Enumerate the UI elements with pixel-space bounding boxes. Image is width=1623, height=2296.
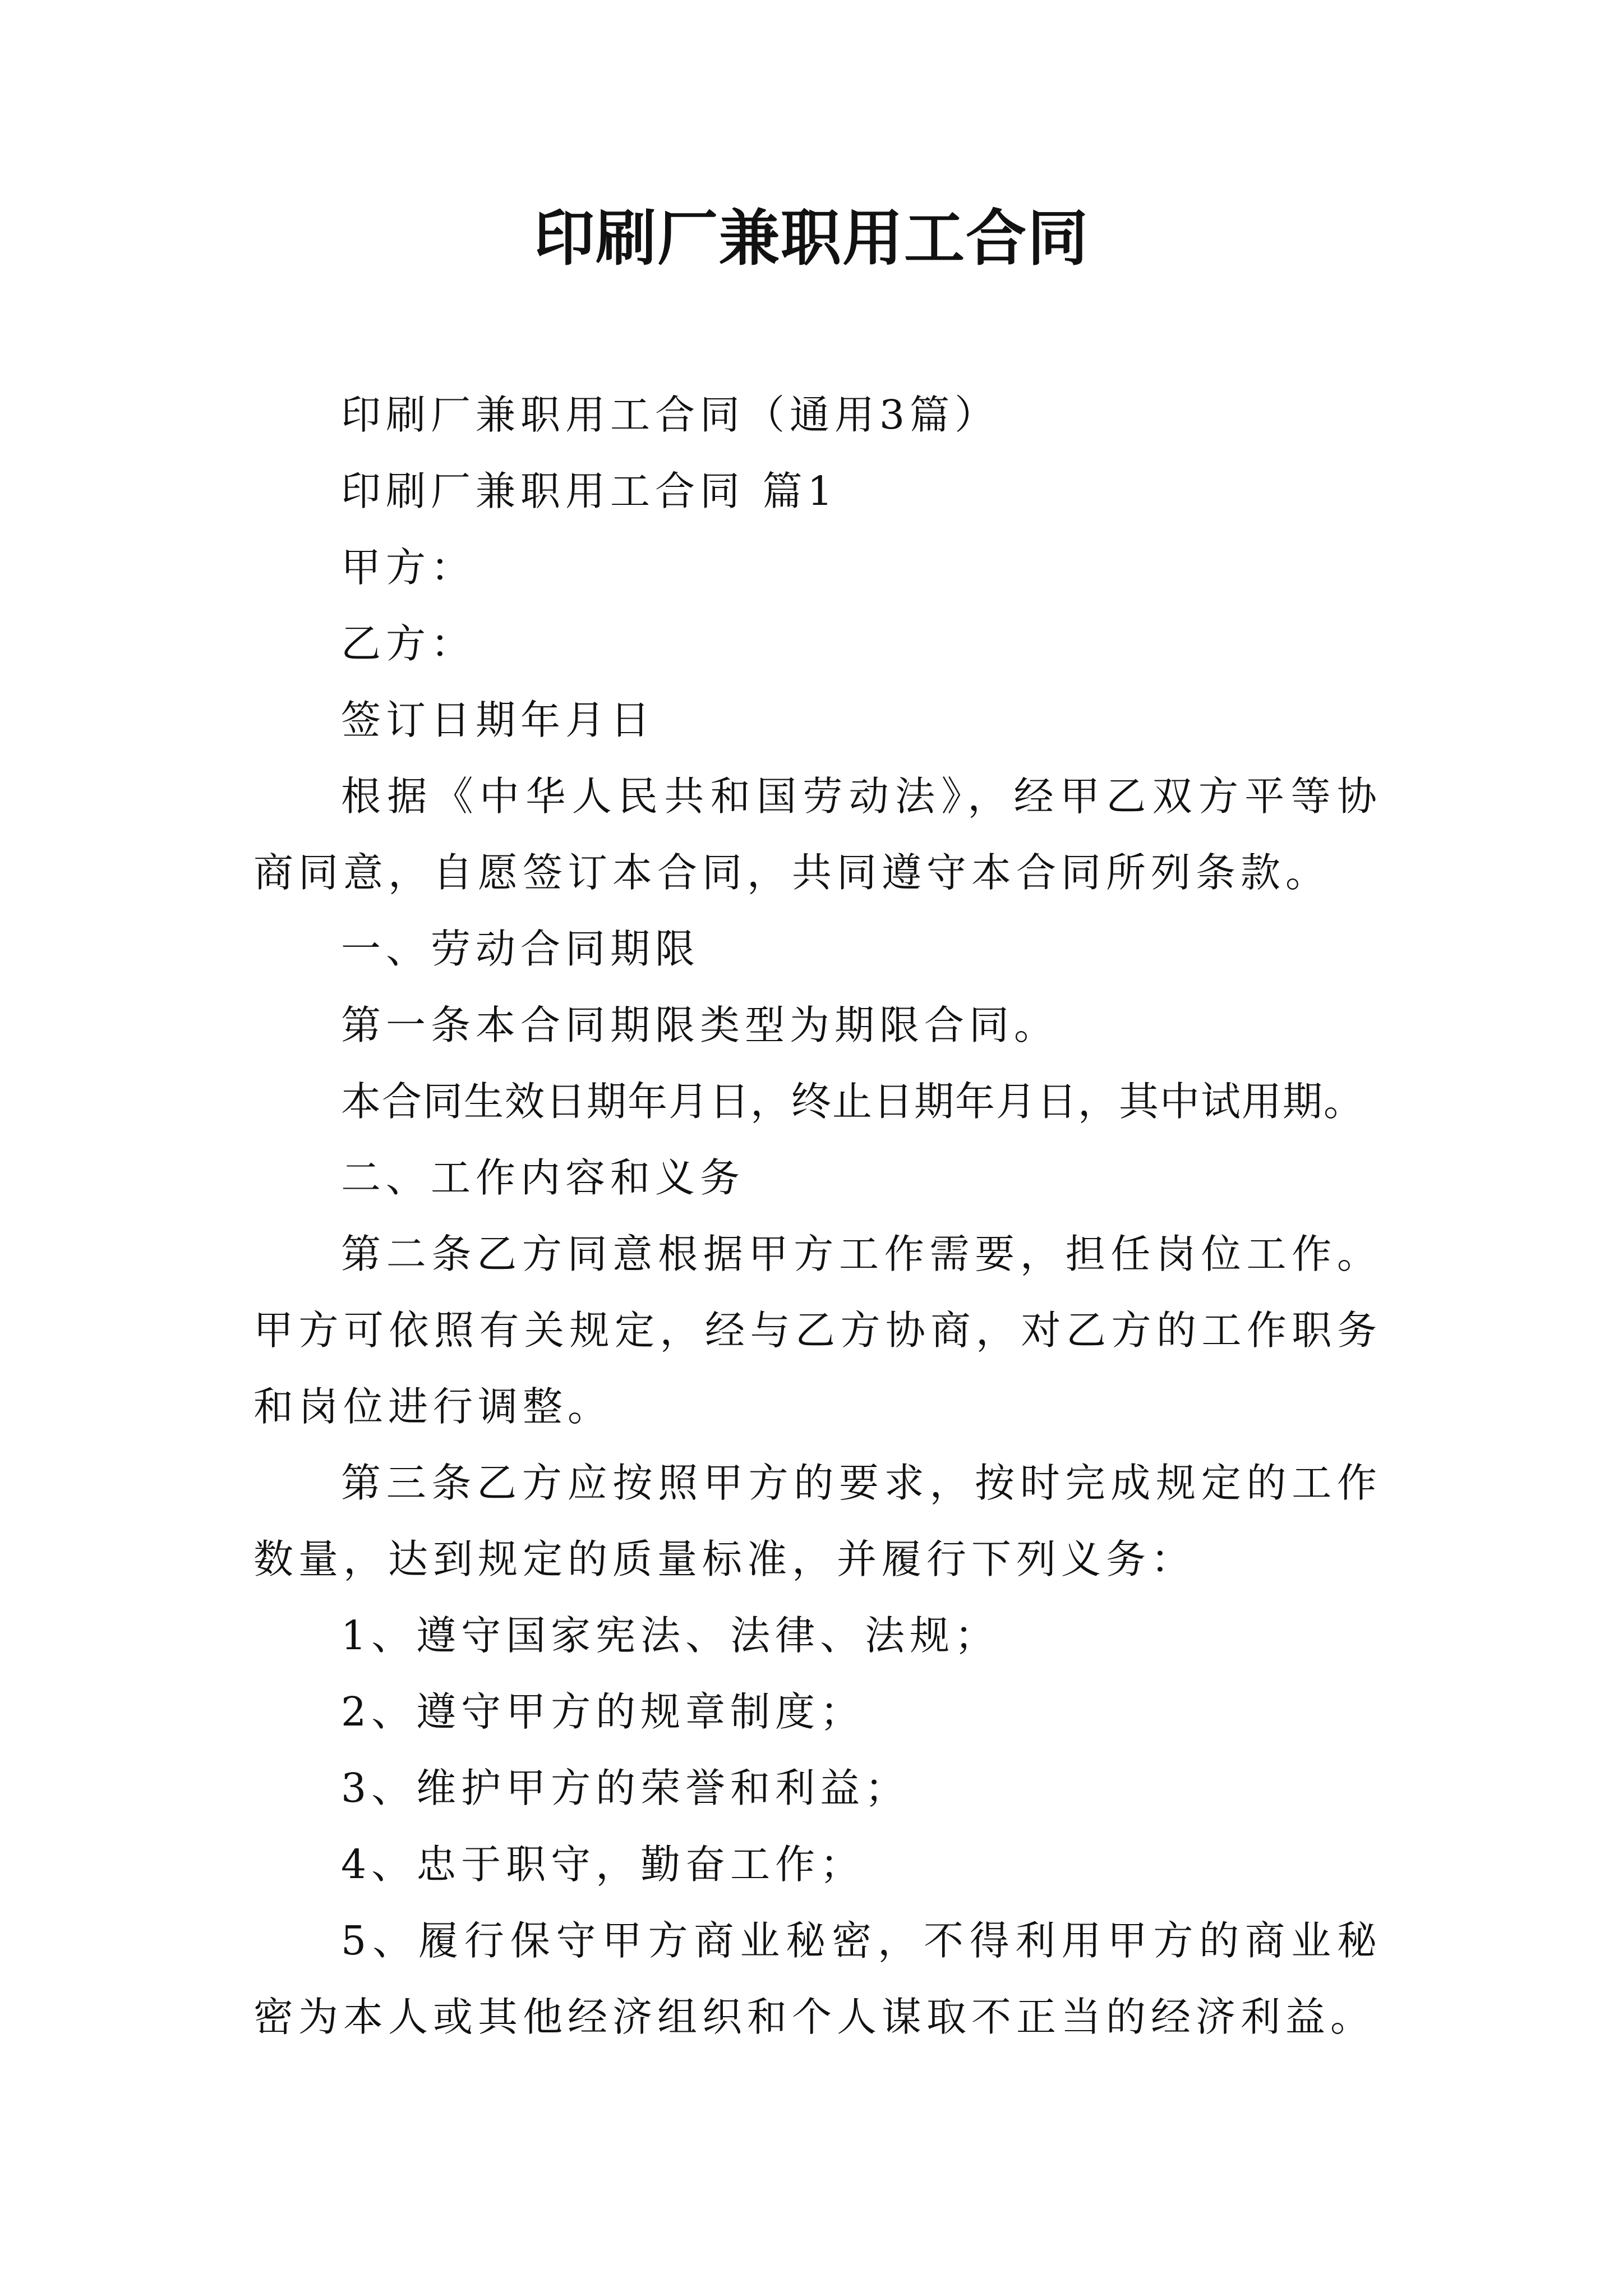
list-item: 2、遵守甲方的规章制度；	[341, 1688, 865, 1735]
preamble-paragraph: 根据《中华人民共和国劳动法》，经甲乙双方平等协商同意，自愿签订本合同，共同遵守本合同所列条款。	[253, 773, 1382, 896]
list-item: 4、忠于职守，勤奋工作；	[341, 1841, 865, 1888]
document-body	[253, 377, 1382, 2055]
document-title: 印刷厂兼职用工合同	[533, 203, 1089, 274]
list-item: 1、遵守国家宪法、法律、法规；	[341, 1612, 1000, 1659]
effective-date-paragraph: 本合同生效日期年月日，终止日期年月日，其中试用期。	[341, 1078, 1365, 1125]
section-heading-part1: 印刷厂兼职用工合同 篇1	[341, 468, 838, 514]
list-item: 3、维护甲方的荣誉和利益；	[341, 1765, 910, 1811]
section-heading-duties: 二、工作内容和义务	[341, 1154, 745, 1201]
party-a-line: 甲方：	[341, 544, 476, 591]
list-item: 5、履行保守甲方商业秘密，不得利用甲方的商业秘密为本人或其他经济组织和个人谋取不正当的经济利益。	[253, 1917, 1382, 2040]
article-1: 第一条本合同期限类型为期限合同。	[341, 1002, 1059, 1048]
signing-date-line: 签订日期年月日	[341, 697, 656, 743]
article-3: 第三条乙方应按照甲方的要求，按时完成规定的工作数量，达到规定的质量标准，并履行下列义务：	[253, 1460, 1382, 1582]
section-heading-term: 一、劳动合同期限	[341, 926, 700, 972]
subtitle-paragraph: 印刷厂兼职用工合同（通用3篇）	[341, 392, 1000, 438]
article-2: 第二条乙方同意根据甲方工作需要，担任岗位工作。甲方可依照有关规定，经与乙方协商，对乙方的工作职务和岗位进行调整。	[253, 1231, 1382, 1430]
party-b-line: 乙方：	[341, 620, 476, 667]
